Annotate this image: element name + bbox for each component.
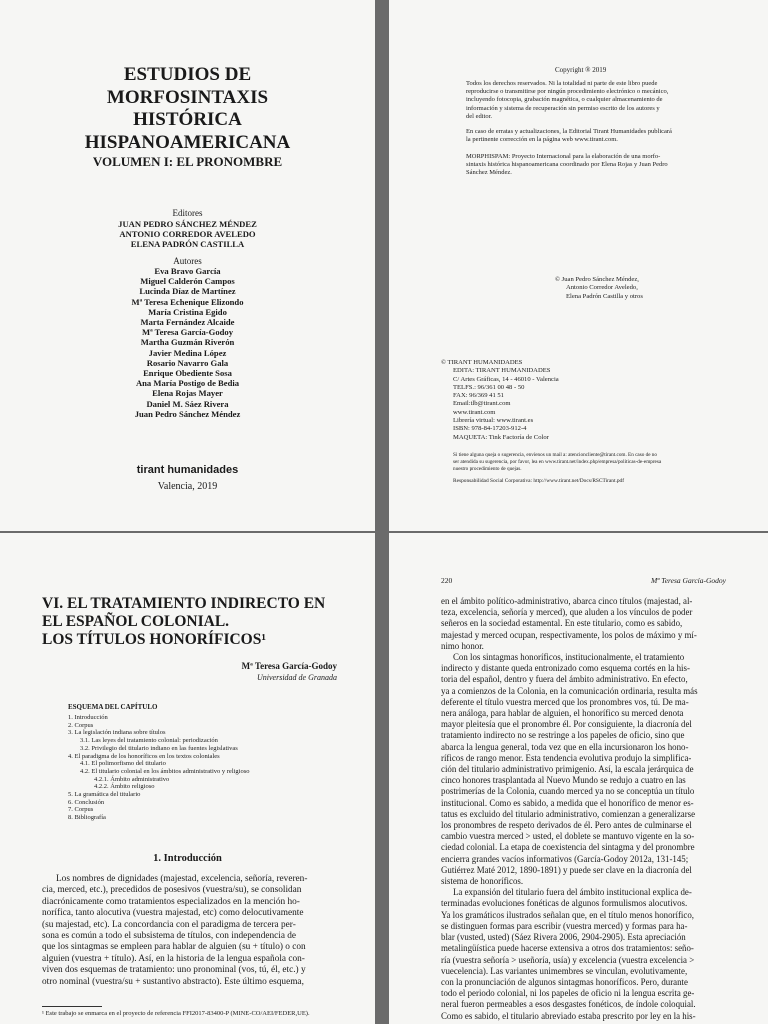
text-line: © TIRANT HUMANIDADES — [441, 359, 523, 366]
text-line: cinco honores trasplantada al Nuevo Mundo se redujo a cuatro en las — [441, 775, 686, 786]
text-line: teza, excelencia, señoría y merced), que aluden a los vínculos de poder — [441, 607, 693, 618]
text-line: sintaxis histórica hispanoamericana coordinado por Elena Rojas y Juan Pedro — [466, 161, 668, 169]
text-line: Gutiérrez Maté 2012, 1890-1891) y puede ser clave en la diacronía del — [441, 864, 692, 875]
text-line: norífica, tanto alocutiva (vuestra majestad, etc) como delocutivamente — [42, 908, 304, 919]
text-line: Los nombres de dignidades (majestad, excelencia, señoría, reveren- — [56, 874, 308, 884]
text-line: diacrónicamente como tratamientos especializados en la mención ho- — [42, 896, 300, 907]
text-line: la pertinente corrección en la página web www.tirant.com. — [466, 136, 618, 144]
text-line: La expansión del titulario fuera del ámbito institucional explica de- — [453, 887, 692, 898]
editors-label: Editores — [172, 208, 203, 218]
text-line: metalingüística puede hacerse extensiva a otros dos tratamientos: seño- — [441, 943, 694, 954]
project-notice — [466, 153, 731, 178]
author-name: Elena Rojas Mayer — [152, 388, 223, 399]
text-line: neral fueron permeables a esos desgastes fonéticos, de índole coloquial. — [441, 999, 696, 1010]
page-gutter-vertical — [375, 0, 389, 1024]
text-line: vuecelencia). Las variantes unimembres se vinculan, evolutivamente, — [441, 965, 688, 976]
text-line: Si tiene alguna queja o sugerencia, envíenos un mail a: atencioncliente@tirant.com. En caso de no — [453, 452, 657, 458]
text-line: con la pronunciación de algunos sintagmas honoríficos. Pero, durante — [441, 976, 688, 987]
outline-item: 6. Conclusión — [68, 798, 105, 806]
author-name: Rosario Navarro Gala — [146, 357, 229, 368]
text-line: nera análoga, para hablar de alguien, el honorífico su merced denota — [441, 708, 684, 719]
chapter-title-line: EL ESPAÑOL COLONIAL. — [42, 613, 230, 630]
text-line: ría (vuestra señoría > useñoría, usía) y excelencia (vuestra excelencia > — [441, 954, 695, 965]
author-name: Mª Teresa García-Godoy — [141, 327, 234, 338]
text-line: Ya los gramáticos ilustrados señalan que, en el título menos honorífico, — [441, 909, 694, 920]
text-line: ción del titulario administrativo primigenio. Así, la escala jerárquica de — [441, 764, 694, 775]
footnote: ¹ Este trabajo se enmarca en el proyecto de referencia FFI2017-83400-P (MINE-CO/AEI/FEDER,UE). — [42, 1010, 310, 1017]
chapter-outline — [68, 714, 250, 822]
outline-item: 1. Introducción — [68, 714, 108, 721]
text-line: del editor. — [466, 112, 492, 120]
editor-name: ELENA PADRÓN CASTILLA — [130, 239, 245, 250]
text-line: todo el periodo colonial, ni los papeles de oficio ni la lengua escrita ge- — [441, 988, 695, 999]
text-line: ya a comienzos de la Colonia, en la comunicación ordinaria, resulta más — [441, 685, 698, 696]
text-line: © Juan Pedro Sánchez Méndez, — [555, 276, 639, 283]
author-name: María Cristina Egido — [148, 306, 227, 317]
chapter-title-line: VI. EL TRATAMIENTO INDIRECTO EN — [42, 595, 326, 612]
text-line: Email:tlb@tirant.com — [453, 400, 511, 408]
body-column — [441, 596, 729, 1022]
page-number: 220 — [441, 576, 453, 585]
section-heading: 1. Introducción — [153, 853, 222, 864]
publisher-logo: tirant humanidades — [136, 464, 239, 476]
intro-paragraph — [42, 874, 360, 988]
text-line: sona es común a todo el subsistema de títulos, con independencia de — [42, 931, 297, 942]
outline-item: 5. La gramática del titulario — [68, 791, 141, 799]
text-line: C/ Artes Gráficas, 14 - 46010 - Valencia — [453, 375, 559, 383]
text-line: TELFS.: 96/361 00 48 - 50 — [453, 383, 525, 391]
author-name: Martha Guzmán Riverón — [140, 337, 235, 348]
chapter-affiliation: Universidad de Granada — [257, 673, 337, 682]
text-line: cambio vuestra merced > usted, el doblete se mantuvo vigente en la so- — [441, 831, 695, 842]
outline-item: 3.1. Las leyes del tratamiento colonial: periodización — [80, 737, 218, 745]
author-name: Juan Pedro Sánchez Méndez — [134, 408, 241, 419]
place-year: Valencia, 2019 — [157, 481, 218, 492]
editors-list — [0, 219, 375, 250]
text-line: otro nominal (vuestra/su + sustantivo abstracto). Este último esquema, — [42, 976, 304, 987]
outline-item: 4.2.1. Ámbito administrativo — [94, 775, 170, 783]
csr-line: Responsabilidad Social Corporativa: http://www.tirant.net/Docs/RSCTirant.pdf — [453, 478, 625, 484]
outline-item: 4.2.2. Ámbito religioso — [94, 783, 155, 791]
text-line: institucional. Como es sabido, a medida que el honorífico de menor es- — [441, 797, 694, 808]
outline-item: 7. Corpus — [68, 806, 94, 814]
errata-notice — [466, 128, 731, 144]
text-line: ISBN: 978-84-17203-912-4 — [453, 425, 527, 433]
text-line: postrimerías de la Colonia, cuando merced ya no se conceptúa un título — [441, 786, 695, 797]
publisher-imprint — [441, 359, 559, 442]
author-name: Marta Fernández Alcaide — [140, 317, 235, 328]
outline-item: 3. La legislación indiana sobre títulos — [68, 729, 166, 737]
rights-notice — [466, 80, 731, 121]
book-title-line: MORFOSINTAXIS — [106, 86, 269, 108]
complaints-notice — [453, 452, 733, 473]
text-line: Librería virtual: www.tirant.es — [453, 417, 534, 425]
title-page — [0, 0, 375, 531]
text-line: ciedad colonial. La etapa de coexistencia del sintagma y del pronombre — [441, 842, 695, 853]
text-line: www.tirant.com — [453, 408, 496, 416]
chapter-title — [42, 595, 362, 649]
author-name: Eva Bravo García — [154, 266, 221, 276]
text-line: alguien (vuestra + título). Así, en la historia de la lengua española con- — [42, 953, 305, 964]
text-line: FAX: 96/369 41 51 — [453, 392, 504, 400]
running-author: Mª Teresa García-Godoy — [651, 576, 726, 585]
author-name: Daniel M. Sáez Rivera — [146, 398, 229, 409]
book-title-line: HISTÓRICA — [133, 109, 242, 130]
text-line: En caso de erratas y actualizaciones, la Editorial Tirant Humanidades publicará — [466, 128, 672, 135]
text-line: abarca la lengua general, toda vez que en ella incursionaron los hono- — [441, 741, 689, 752]
chapter-author: Mª Teresa García-Godoy — [241, 661, 337, 671]
text-line: MORPHISPAM: Proyecto Internacional para la elaboración de una morfo- — [466, 153, 661, 160]
text-line: información y sistema de recuperación sin permiso escrito de los autores y — [466, 104, 660, 112]
text-line: ser atendida su sugerencia, por favor, lea en www.tirant.net/index.php/empresa/politicas-de-empresa — [453, 459, 662, 465]
text-line: indirecto y distante queda entronizado como esquema cortés en la his- — [441, 663, 690, 674]
text-line: se distinguen formas para escribir (vuestra merced) y formas para ha- — [441, 920, 688, 931]
book-title — [0, 64, 375, 154]
text-line: terminadas evoluciones fonéticas de algunos formulismos alocutivos. — [441, 898, 688, 909]
book-subtitle: VOLUMEN I: EL PRONOMBRE — [92, 154, 283, 169]
text-line: EDITA: TIRANT HUMANIDADES — [453, 367, 551, 375]
text-line: Con los sintagmas honoríficos, institucionalmente, el tratamiento — [453, 652, 685, 663]
text-line: los pronombres de respeto derivados de él. Pero antes de culminarse el — [441, 820, 692, 831]
text-line: toria del español, dentro y fuera del ámbito administrativo. En efecto, — [441, 674, 688, 685]
text-line: incluyendo fotocopia, grabación magnética, o cualquier almacenamiento de — [466, 96, 663, 104]
author-name: Lucinda Díaz de Martínez — [139, 286, 236, 297]
author-name: Ana María Postigo de Bedia — [135, 378, 240, 389]
text-line: Elena Padrón Castilla y otros — [566, 292, 643, 300]
outline-heading: ESQUEMA DEL CAPÍTULO — [68, 703, 158, 711]
editor-name: JUAN PEDRO SÁNCHEZ MÉNDEZ — [118, 219, 257, 229]
authors-list — [0, 266, 375, 419]
text-line: majestad y merced ocupan, respectivamente, los polos de máximo y mí- — [441, 629, 697, 640]
chapter-byline — [0, 661, 375, 691]
chapter-title-line: LOS TÍTULOS HONORÍFICOS¹ — [42, 631, 267, 648]
authors-copyright — [555, 276, 643, 301]
book-title-line: ESTUDIOS DE — [123, 64, 252, 85]
text-line: sistema de honoríficos. — [441, 876, 524, 887]
editor-name: ANTONIO CORREDOR AVELEDO — [119, 229, 256, 240]
text-line: Sánchez Méndez. — [466, 169, 512, 177]
author-name: Javier Medina López — [148, 347, 227, 358]
text-line: mayor pleitesía que el pronombre él. Por consiguiente, la diacronía del — [441, 719, 692, 730]
text-line: tratamiento indirecto no se restringe a los papeles de oficio, sino que — [441, 730, 685, 741]
text-line: en el ámbito político-administrativo, abarca cinco títulos (majestad, al- — [441, 596, 693, 606]
text-line: nuestro procedimiento de quejas. — [453, 466, 522, 472]
text-line: Antonio Corredor Aveledo, — [566, 284, 638, 292]
copyright-year: Copyright ® 2019 — [555, 66, 607, 74]
text-line: viven dos esquemas de tratamiento: uno pronominal (vos, tú, él, etc.) y — [42, 965, 306, 976]
text-line: tatus es excluido del titulario administrativo, comienzan a generalizarse — [441, 808, 696, 819]
outline-item: 4.1. El polimorfismo del titulario — [80, 760, 166, 768]
text-line: Como es sabido, el titulario abreviado estaba prescrito por ley en la his- — [441, 1010, 696, 1021]
text-line: reproducirse o transmitirse por ningún procedimiento electrónico o mecánico, — [466, 88, 669, 96]
text-line: (su majestad, etc). La concordancia con el paradigma de tercera per- — [42, 919, 296, 930]
author-name: Mª Teresa Echenique Elizondo — [131, 296, 244, 307]
text-line: deferente el título vuestra merced que los pronombres vos, tú. De ma- — [441, 696, 689, 707]
outline-item: 4.2. El titulario colonial en los ámbitos administrativo y religioso — [80, 767, 250, 775]
outline-item: 8. Bibliografía — [68, 814, 106, 822]
outline-item: 3.2. Privilegio del titulario indiano en las fuentes legislativas — [80, 744, 238, 752]
text-line: nimo honor. — [441, 640, 484, 651]
text-line: Todos los derechos reservados. Ni la totalidad ni parte de este libro puede — [466, 80, 658, 87]
book-title-line: HISPANOAMERICANA — [84, 131, 291, 153]
outline-item: 4. El paradigma de los honoríficos en los textos coloniales — [68, 752, 220, 760]
author-name: Enrique Obediente Sosa — [143, 368, 232, 379]
text-line: ríficos de rango menor. Esta tendencia evolutiva produjo la simplifica- — [441, 752, 692, 763]
footnote-rule — [42, 1006, 102, 1007]
outline-item: 2. Corpus — [68, 721, 94, 729]
author-name: Miguel Calderón Campos — [140, 276, 235, 287]
text-line: que los sintagmas se empleen para hablar de alguien (su + título) o con — [42, 942, 306, 953]
text-line: MAQUETA: Tink Factoría de Color — [453, 433, 549, 441]
text-line: cia, merced, etc.), precedidos de posesivos (vuestra/su), se consolidan — [42, 885, 302, 896]
text-line: señeros en la sociedad estamental. En este titulario, como es sabido, — [441, 618, 683, 629]
authors-label: Autores — [173, 256, 202, 266]
text-line: encierra grandes vacíos informativos (García-Godoy 2012a, 131-145; — [441, 853, 689, 864]
text-line: blar (vusted, usted) (Sáez Rivera 2006, 2904-2905). Esta apreciación — [441, 932, 686, 943]
